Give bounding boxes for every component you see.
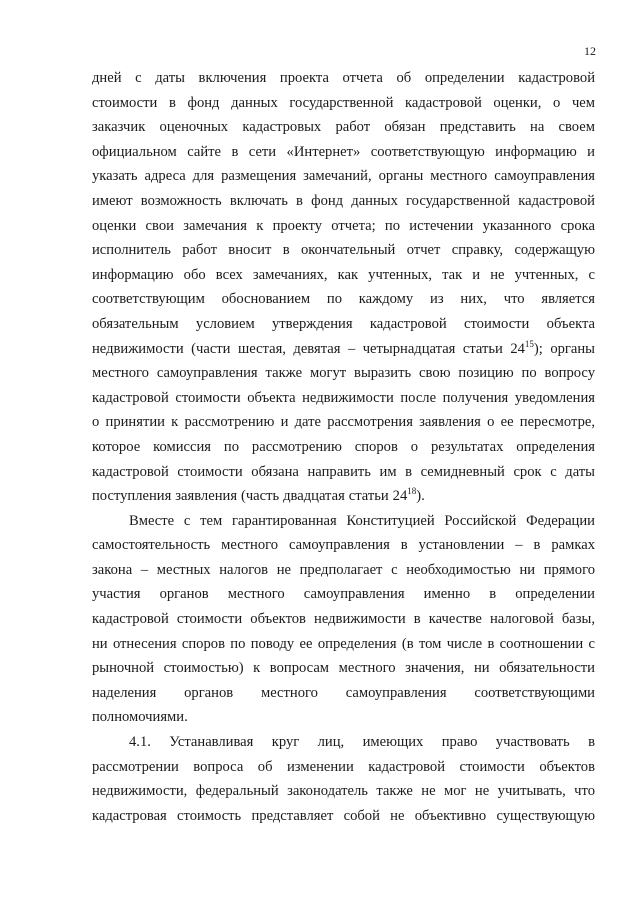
text-fragment: ); органы	[533, 340, 595, 357]
text-line: дней с даты включения проекта отчета об определении кадастровой	[92, 70, 595, 86]
text-line: участия органов местного самоуправления именно в определении	[92, 586, 595, 603]
text-line: полномочиями.	[92, 709, 188, 726]
text-line: заказчик оценочных кадастровых работ обязан представить на своем	[92, 119, 595, 136]
text-line: 4.1. Устанавливая круг лиц, имеющих право участвовать в	[129, 734, 595, 751]
text-line: местного самоуправления также могут выразить свою позицию по вопросу	[92, 365, 595, 382]
text-line: исполнитель работ вносит в окончательный отчет справку, содержащую	[92, 242, 595, 259]
text-line: стоимости в фонд данных государственной кадастровой оценки, о чем	[92, 94, 595, 111]
footnote-reference: 15	[524, 338, 534, 349]
text-line: наделения органов местного самоуправления соответствующими	[92, 684, 595, 701]
text-line: соответствующим обоснованием по каждому из них, что является	[92, 291, 595, 308]
text-fragment: ).	[416, 488, 425, 505]
text-line-with-footnote	[92, 484, 595, 509]
footnote-reference: 18	[407, 486, 417, 497]
document-body	[92, 66, 595, 828]
text-line: рыночной стоимостью) к вопросам местного значения, ни обязательности	[92, 660, 595, 677]
text-fragment: поступления заявления (часть двадцатая статьи 24	[92, 488, 408, 505]
text-line: ни отнесения споров по поводу ее определения (в том числе в соотношении с	[92, 635, 595, 652]
text-line: кадастровой стоимости обязана направить им в семидневный срок с даты	[92, 463, 595, 480]
text-line: кадастровой стоимости объектов недвижимости в качестве налоговой базы,	[92, 611, 595, 628]
text-line: обязательным условием утверждения кадастровой стоимости объекта	[92, 315, 595, 332]
text-line: которое комиссия по рассмотрению споров о результатах определения	[92, 438, 595, 455]
page-number: 12	[584, 44, 596, 58]
text-fragment: недвижимости (части шестая, девятая – четырнадцатая статьи 24	[92, 340, 525, 357]
text-line: закона – местных налогов не предполагает с необходимостью ни прямого	[92, 561, 595, 578]
text-line: имеют возможность включать в фонд данных государственной кадастровой	[92, 192, 595, 209]
text-line: оценки свои замечания к проекту отчета; по истечении указанного срока	[92, 217, 595, 234]
text-line: о принятии к рассмотрению и дате рассмотрения заявления о ее пересмотре,	[92, 414, 595, 431]
text-line: рассмотрении вопроса об изменении кадастровой стоимости объектов	[92, 758, 595, 775]
text-line: официальном сайте в сети «Интернет» соответствующую информацию и	[92, 143, 595, 160]
text-line: Вместе с тем гарантированная Конституцией Российской Федерации	[129, 512, 595, 529]
text-line: информацию обо всех замечаниях, как учтенных, так и не учтенных, с	[92, 266, 595, 283]
text-line: указать адреса для размещения замечаний, органы местного самоуправления	[92, 168, 595, 185]
text-line: кадастровая стоимость представляет собой не объективно существующую	[92, 807, 595, 824]
text-line: недвижимости, федеральный законодатель также не мог не учитывать, что	[92, 783, 595, 800]
text-line: самостоятельность местного самоуправления в установлении – в рамках	[92, 537, 595, 554]
text-line: кадастровой стоимости объекта недвижимости после получения уведомления	[92, 389, 595, 406]
text-line-with-footnote	[92, 337, 595, 362]
